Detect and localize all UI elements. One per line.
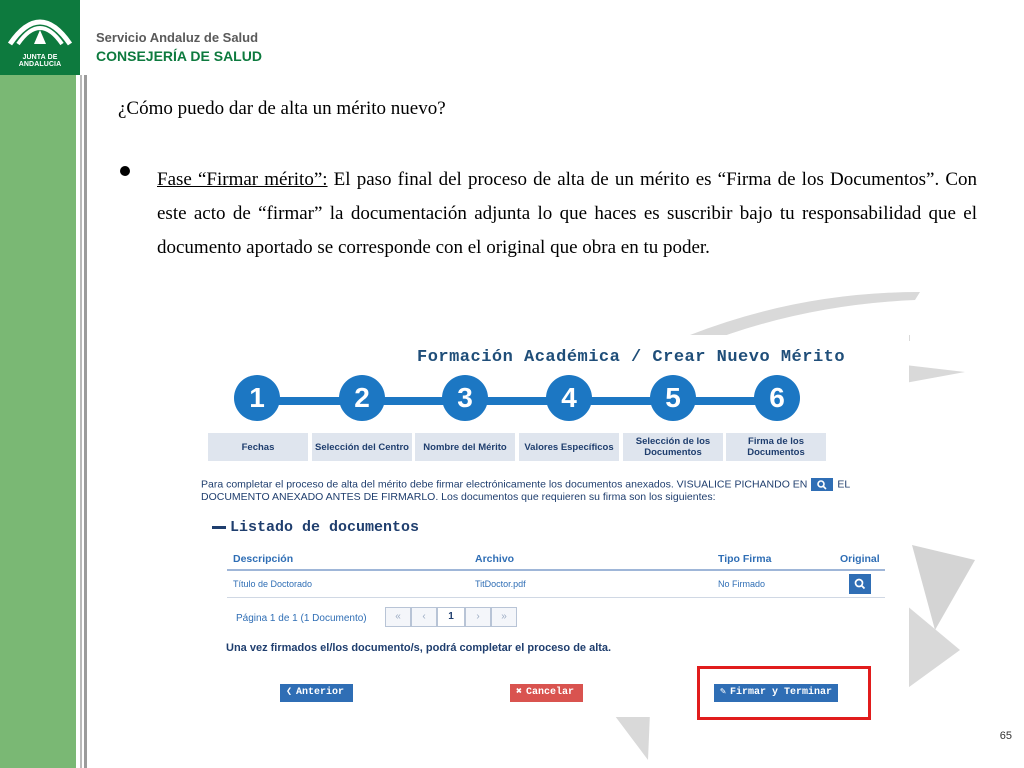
step-2-label: Selección del Centro — [312, 433, 412, 461]
table-row — [227, 571, 885, 598]
step-6-circle[interactable]: 6 — [754, 375, 800, 421]
junta-logo — [0, 0, 80, 75]
cell-archivo: TitDoctor.pdf — [475, 579, 526, 589]
pager-current-page[interactable]: 1 — [437, 607, 465, 627]
close-icon: ✖ — [516, 687, 523, 698]
col-tipo-firma[interactable]: Tipo Firma — [718, 553, 772, 565]
sign-button-label: Firmar y Terminar — [730, 687, 833, 698]
bullet-label: Fase “Firmar mérito”: — [157, 169, 328, 190]
step-5-circle[interactable]: 5 — [650, 375, 696, 421]
steps-connector — [257, 397, 777, 405]
form-title: Formación Académica / Crear Nuevo Mérito — [417, 348, 846, 367]
info-text-2: EL DOCUMENTO ANEXADO ANTES DE FIRMARLO. Los documentos que requieren su firma son los siguientes: — [201, 478, 850, 503]
pencil-icon: ✎ — [720, 687, 727, 698]
pager-next-button[interactable]: › — [465, 607, 491, 627]
col-descripcion[interactable]: Descripción — [233, 553, 294, 565]
left-green-band — [0, 75, 76, 768]
col-original[interactable]: Original — [840, 553, 880, 565]
cancel-button[interactable] — [510, 684, 583, 702]
bullet-dot — [120, 166, 130, 176]
previous-button-label: Anterior — [296, 687, 345, 698]
step-5-label: Selección de los Documentos — [623, 433, 723, 461]
view-document-button[interactable] — [811, 478, 833, 491]
step-4-circle[interactable]: 4 — [546, 375, 592, 421]
pager-last-button[interactable]: » — [491, 607, 517, 627]
chevron-left-icon: ❮ — [286, 687, 293, 698]
cell-tipo-firma: No Firmado — [718, 579, 766, 589]
documents-list-title — [212, 519, 419, 536]
bullet-paragraph — [157, 163, 977, 265]
view-original-button[interactable] — [849, 574, 871, 594]
previous-button[interactable] — [280, 684, 353, 702]
app-screenshot — [197, 335, 909, 717]
logo-text: JUNTA DE ANDALUCIA — [18, 54, 62, 68]
left-divider-1 — [80, 75, 82, 768]
step-1-label: Fechas — [208, 433, 308, 461]
info-text — [201, 478, 891, 503]
magnifier-icon — [811, 478, 833, 491]
pager — [385, 607, 517, 627]
step-3-label: Nombre del Mérito — [415, 433, 515, 461]
pager-first-button[interactable]: « — [385, 607, 411, 627]
org-name: Servicio Andaluz de Salud — [96, 30, 259, 45]
slide-question: ¿Cómo puedo dar de alta un mérito nuevo? — [118, 98, 446, 119]
bullet-text: El paso final del proceso de alta de un mérito es “Firma de los Documentos”. Con este acto de “firmar” la documentación adjunta lo que haces es suscribir bajo tu responsabilidad que el documento aportado se corresponde con el original que obra en tu poder. — [157, 169, 977, 258]
cell-descripcion: Título de Doctorado — [233, 579, 313, 589]
pager-prev-button[interactable]: ‹ — [411, 607, 437, 627]
pager-label: Página 1 de 1 (1 Documento) — [236, 613, 367, 624]
cancel-button-label: Cancelar — [526, 687, 575, 698]
org-department: CONSEJERÍA DE SALUD — [96, 48, 262, 64]
page-number: 65 — [999, 730, 1012, 742]
highlight-box — [697, 666, 871, 720]
magnifier-icon — [849, 574, 871, 594]
col-archivo[interactable]: Archivo — [475, 553, 515, 565]
documents-list-title-text: Listado de documentos — [230, 519, 420, 536]
collapse-dash-icon[interactable] — [212, 526, 226, 529]
info-text-1: Para completar el proceso de alta del mérito debe firmar electrónicamente los documentos anexados. VISUALICE PICHANDO EN — [201, 478, 808, 491]
step-6-label: Firma de los Documentos — [726, 433, 826, 461]
table-header — [227, 549, 885, 571]
left-divider-2 — [84, 75, 87, 768]
step-3-circle[interactable]: 3 — [442, 375, 488, 421]
step-2-circle[interactable]: 2 — [339, 375, 385, 421]
step-4-label: Valores Específicos — [519, 433, 619, 461]
completion-note: Una vez firmados el/los documento/s, podrá completar el proceso de alta. — [226, 642, 612, 654]
step-1-circle[interactable]: 1 — [234, 375, 280, 421]
documents-table — [227, 549, 885, 598]
